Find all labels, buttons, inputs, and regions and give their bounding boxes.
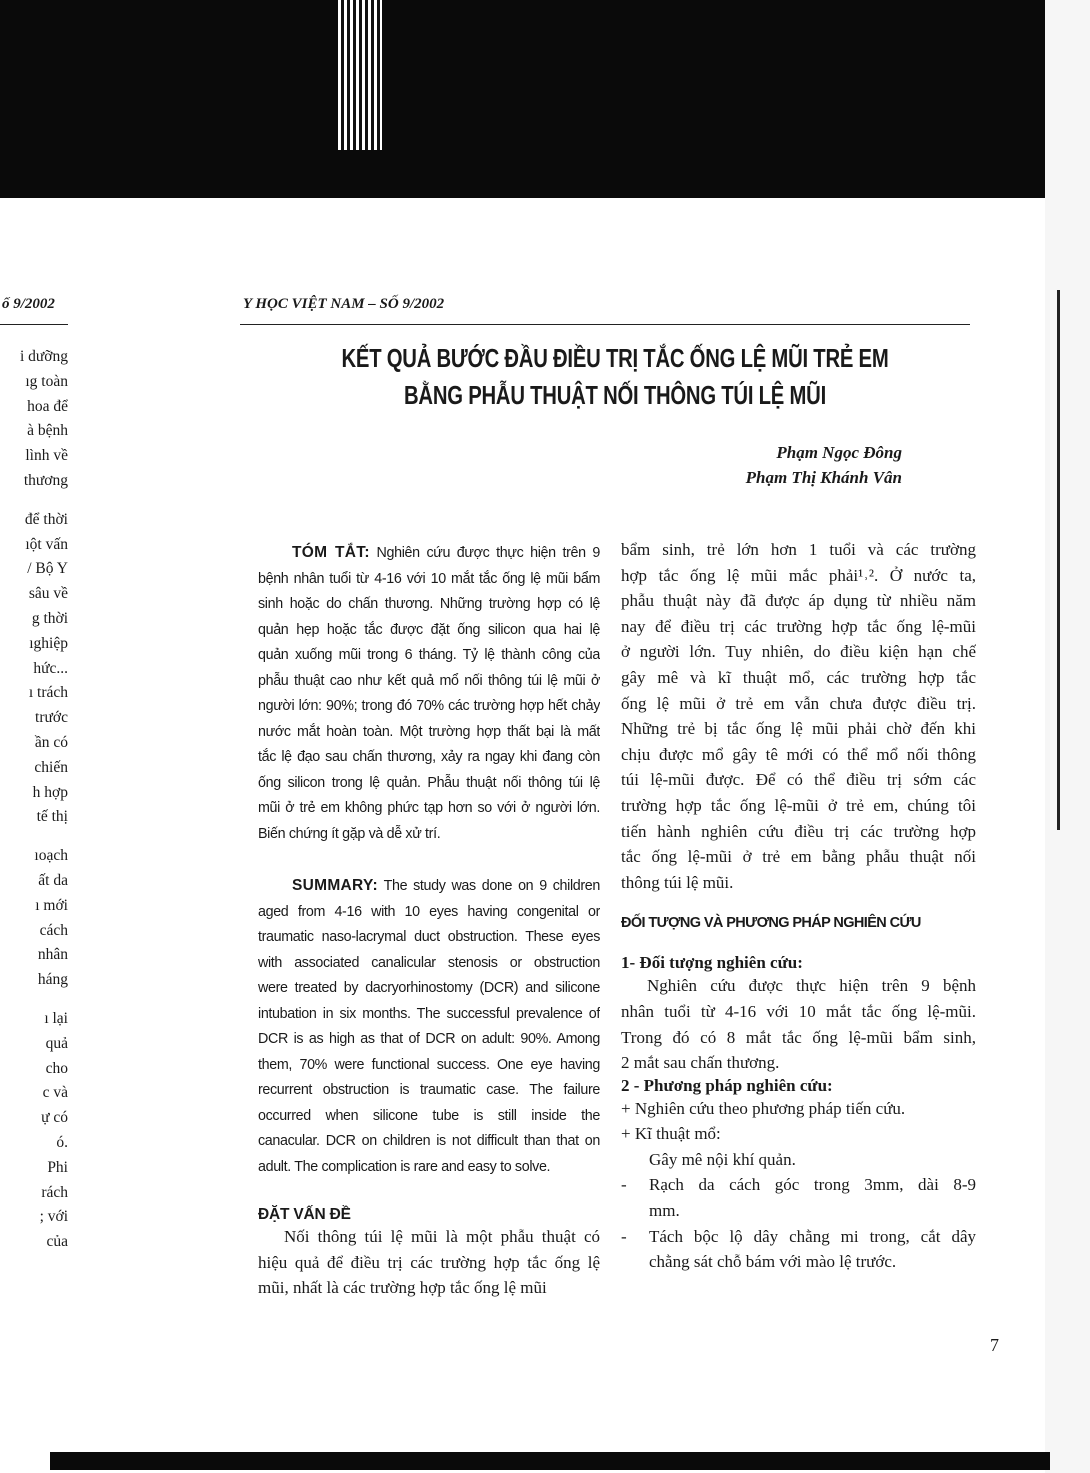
line-text: ở người lớn. Tuy nhiên, do điều kiện hạn chế (621, 642, 976, 662)
margin-text-line: hoa để (27, 397, 68, 415)
previous-page-header: ố 9/2002 (2, 296, 55, 312)
margin-text-line: cách (39, 921, 68, 939)
line-text: intubation in six months. The successful prevalence of (258, 1005, 600, 1022)
text-line (258, 1224, 600, 1250)
margin-text-line: ı trách (28, 684, 68, 702)
line-text: nước mắt hoàn toàn. Một trường hợp thất bại là mất (258, 723, 600, 740)
subheading-subjects: 1- Đối tượng nghiên cứu: (621, 953, 803, 973)
margin-text-line: à bệnh (27, 422, 68, 440)
margin-text-line: ı mới (35, 896, 68, 914)
anesthesia-text: Gây mê nội khí quản. (649, 1149, 796, 1169)
text-line (258, 618, 600, 644)
text-line (649, 1224, 976, 1250)
line-text: nay để điều trị các trường hợp tắc ống lệ-mũi (621, 616, 976, 636)
line-text: adult. The complication is rare and easy to solve. (258, 1158, 551, 1175)
margin-text-line: c và (42, 1084, 68, 1102)
line-text: người lớn: 90%; trong đó 70% các trường hợp hết chảy (258, 698, 600, 714)
text-line (258, 1002, 600, 1028)
line-text: Biến chứng ít gặp và dễ xử trí. (258, 825, 441, 842)
line-text: them, 70% were functional success. One eye having (258, 1056, 600, 1073)
text-line (258, 720, 600, 746)
text-line (258, 1155, 600, 1181)
text-line (258, 925, 600, 951)
left-column (258, 540, 600, 1301)
right-column (621, 537, 976, 1275)
text-line (649, 1172, 976, 1198)
text-line (258, 643, 600, 669)
margin-text-line: / Bộ Y (27, 560, 68, 578)
header-rule (240, 324, 970, 325)
author: Phạm Thị Khánh Vân (745, 468, 902, 487)
text-line (621, 767, 976, 793)
margin-text-line: ự có (41, 1109, 68, 1127)
line-text: phẫu thuật này đã được áp dụng từ nhiều năm (621, 591, 976, 611)
text-line (258, 540, 600, 567)
line-text: hiệu quả để điều trị các trường hợp tắc ống lệ (258, 1252, 600, 1272)
section-heading-methods: ĐỐI TƯỢNG VÀ PHƯƠNG PHÁP NGHIÊN CỨU (621, 915, 921, 932)
line-text: ống silicon trong lệ quản. Phẫu thuật nối thông túi lệ (258, 774, 600, 791)
step-text (649, 1172, 976, 1223)
margin-text-line: tế thị (36, 808, 68, 826)
text-line (621, 614, 976, 640)
text-line (258, 1275, 600, 1301)
margin-text-line: của (46, 1233, 68, 1251)
margin-text-line: ıột vấn (25, 535, 68, 553)
abstract-label: TÓM TẮT: (292, 544, 370, 561)
margin-text-line: háng (37, 971, 68, 989)
line-text: Tách bộc lộ dây chằng mi trong, cắt dây (649, 1226, 976, 1246)
line-text: thông túi lệ mũi. (621, 872, 734, 892)
surgical-steps (621, 1172, 976, 1274)
margin-text-line: Phi (47, 1158, 68, 1176)
binding-marks (338, 0, 382, 150)
text-line (621, 1050, 976, 1076)
article-title (323, 340, 908, 414)
text-line (258, 567, 600, 593)
line-text: recurrent obstruction is traumatic case. The failure (258, 1082, 600, 1098)
line-text: trường hợp tắc ống lệ-mũi ở trẻ em, chúng tôi (621, 795, 976, 815)
text-line (258, 669, 600, 695)
text-line (258, 592, 600, 618)
line-text: bệnh nhân tuổi từ 4-16 với 10 mắt tắc ống lệ mũi bẩm (258, 570, 600, 587)
text-line (258, 1053, 600, 1079)
step-dash: - (621, 1175, 627, 1195)
margin-text-line: lình về (25, 447, 68, 465)
margin-text-line: ất da (38, 871, 68, 889)
text-line (621, 819, 976, 845)
text-line (621, 793, 976, 819)
margin-text-line: ó. (56, 1133, 68, 1151)
text-line (258, 1250, 600, 1276)
margin-text-line: chiến (34, 758, 68, 776)
line-text: ống lệ mũi ở trẻ em vẫn chưa được điều trị. (621, 693, 976, 713)
line-text: Trong đó có 8 mắt tắc ống lệ-mũi bẩm sinh, (621, 1027, 976, 1047)
text-line (621, 999, 976, 1025)
step-text (649, 1224, 976, 1275)
authors (640, 440, 902, 490)
paragraph-gap (0, 494, 68, 508)
text-line (621, 563, 976, 589)
margin-text-line: ıoạch (34, 847, 68, 865)
line-text: occurred when silicone tube is still inside the (258, 1107, 600, 1124)
surgical-step (621, 1224, 976, 1275)
margin-text-line: ıg toàn (25, 372, 68, 390)
line-text: 2 mắt sau chấn thương. (621, 1053, 780, 1073)
text-line (258, 1027, 600, 1053)
title-line: BẰNG PHẪU THUẬT NỐI THÔNG TÚI LỆ MŨI (404, 380, 826, 410)
abstract-label: SUMMARY: (292, 877, 378, 894)
margin-text-line: ; với (39, 1208, 68, 1226)
margin-text-line: ı lại (44, 1009, 68, 1027)
section-heading-intro: ĐẶT VẤN ĐỀ (258, 1206, 351, 1223)
text-line (621, 973, 976, 999)
line-text: chịu được mổ gây tê mới có thể mổ nối thông (621, 744, 976, 764)
text-line (649, 1198, 976, 1224)
text-line (258, 694, 600, 720)
scan-top-band (0, 0, 1045, 198)
text-line (258, 745, 600, 771)
line-text: quản hẹp hoặc tắc được đặt ống silicon qua hai lệ (258, 621, 600, 638)
margin-text-line: i dưỡng (19, 348, 68, 365)
text-line (258, 951, 600, 977)
method-bullet: + Nghiên cứu theo phương pháp tiến cứu. (621, 1098, 906, 1118)
surgical-step (621, 1172, 976, 1223)
intro-text-continued (621, 537, 976, 895)
line-text: Những trẻ bị tắc ống lệ mũi phải chờ đến khi (621, 719, 976, 739)
line-text: chằng sát chỗ bám với mào lệ trước. (649, 1252, 897, 1272)
line-text: túi lệ-mũi được. Để có thể điều trị sớm các (621, 770, 976, 790)
line-text: mũi ở trẻ em không phức tạp hơn so với ở người lớn. (258, 800, 600, 816)
text-line (258, 900, 600, 926)
abstract-vietnamese (258, 540, 600, 847)
text-line (258, 1078, 600, 1104)
margin-text-line: để thời (24, 510, 68, 528)
line-text: with associated canalicular stenosis or obstruction (258, 954, 600, 971)
text-line (621, 716, 976, 742)
line-text: Nối thông túi lệ mũi là một phẫu thuật có (284, 1227, 600, 1246)
scan-bottom-band (50, 1452, 1050, 1470)
header-rule-previous (0, 324, 68, 325)
line-text: traumatic naso-lacrymal duct obstruction. These eyes (258, 929, 600, 945)
line-text: Nghiên cứu được thực hiện trên 9 (376, 545, 600, 561)
margin-text-line: cho (45, 1059, 68, 1077)
text-line (258, 822, 600, 848)
line-text: tắc lệ đạo sau chấn thương, xảy ra ngay khi đang còn (258, 749, 600, 765)
text-line (258, 771, 600, 797)
margin-text-line: ần có (34, 733, 68, 751)
margin-text-line: hức... (33, 659, 68, 677)
margin-text-line: sâu về (28, 585, 68, 603)
subheading-methods: 2 - Phương pháp nghiên cứu: (621, 1075, 833, 1095)
line-text: gây mê và kĩ thuật mổ, các trường hợp tắc (621, 667, 976, 687)
line-text: aged from 4-16 with 10 eyes having congenital or (258, 903, 600, 920)
text-line (621, 870, 976, 896)
line-text: tắc ống lệ-mũi ở trẻ em bằng phẫu thuật nối (621, 847, 976, 867)
margin-text-line: quả (45, 1034, 68, 1052)
subjects-text (621, 973, 976, 1075)
text-line (621, 844, 976, 870)
line-text: nhân tuổi từ 4-16 với 10 mắt tắc ống lệ-mũi. (621, 1001, 976, 1021)
text-line (621, 1025, 976, 1051)
margin-text-line: h hợp (32, 783, 68, 801)
line-text: Rạch da cách góc trong 3mm, dài 8-9 (649, 1175, 976, 1195)
previous-page-text-fragment (0, 345, 68, 1255)
text-line (258, 976, 600, 1002)
summary-english (258, 873, 600, 1180)
text-line (258, 873, 600, 900)
text-line (621, 665, 976, 691)
text-line (621, 537, 976, 563)
margin-text-line: trước (35, 709, 68, 727)
line-text: phẫu thuật cao như kết quả mổ nối thông túi lệ mũi ở (258, 672, 600, 689)
text-line (621, 639, 976, 665)
line-text: The study was done on 9 children (383, 878, 600, 894)
text-line (258, 1129, 600, 1155)
margin-text-line: nhân (37, 946, 68, 964)
text-line (621, 588, 976, 614)
margin-text-line: rách (41, 1183, 68, 1201)
line-text: bẩm sinh, trẻ lớn hơn 1 tuổi và các trường (621, 540, 976, 559)
title-line: KẾT QUẢ BƯỚC ĐẦU ĐIỀU TRỊ TẮC ỐNG LỆ MŨI TRẺ EM (341, 343, 889, 373)
line-text: mũi, nhất là các trường hợp tắc ống lệ mũi (258, 1278, 547, 1298)
method-bullet: + Kĩ thuật mổ: (621, 1124, 721, 1144)
author: Phạm Ngọc Đông (776, 443, 902, 462)
text-line (621, 691, 976, 717)
text-line (621, 742, 976, 768)
paragraph-gap (0, 993, 68, 1007)
margin-text-line: ıghiệp (29, 634, 68, 652)
scan-right-edge (1045, 0, 1090, 1473)
text-line (258, 1104, 600, 1130)
line-text: quản xuống mũi trong 6 tháng. Tỷ lệ thành công của (258, 647, 600, 663)
line-text: DCR is as high as that of DCR on adult: 90%. Among (258, 1031, 600, 1047)
line-text: Nghiên cứu được thực hiện trên 9 bệnh (647, 976, 976, 996)
line-text: hợp tắc ống lệ mũi mắc phải¹˒². Ở nước ta, (621, 565, 976, 585)
text-line (649, 1249, 976, 1275)
line-text: mm. (649, 1201, 680, 1221)
margin-text-line: thương (23, 471, 68, 489)
line-text: sinh hoặc do chấn thương. Những trường hợp có lệ (258, 596, 600, 612)
margin-text-line: g thời (31, 609, 68, 627)
line-text: canacular. DCR on children is not difficult than that on (258, 1133, 600, 1149)
intro-text (258, 1224, 600, 1301)
line-text: were treated by dacryorhinostomy (DCR) and silicone (258, 980, 600, 996)
step-dash: - (621, 1226, 627, 1246)
page-number: 7 (990, 1335, 999, 1355)
text-line (258, 796, 600, 822)
paragraph-gap (0, 830, 68, 844)
journal-header: Y HỌC VIỆT NAM – SỐ 9/2002 (243, 296, 445, 312)
line-text: tiến hành nghiên cứu điều trị các trường hợp (621, 821, 976, 841)
